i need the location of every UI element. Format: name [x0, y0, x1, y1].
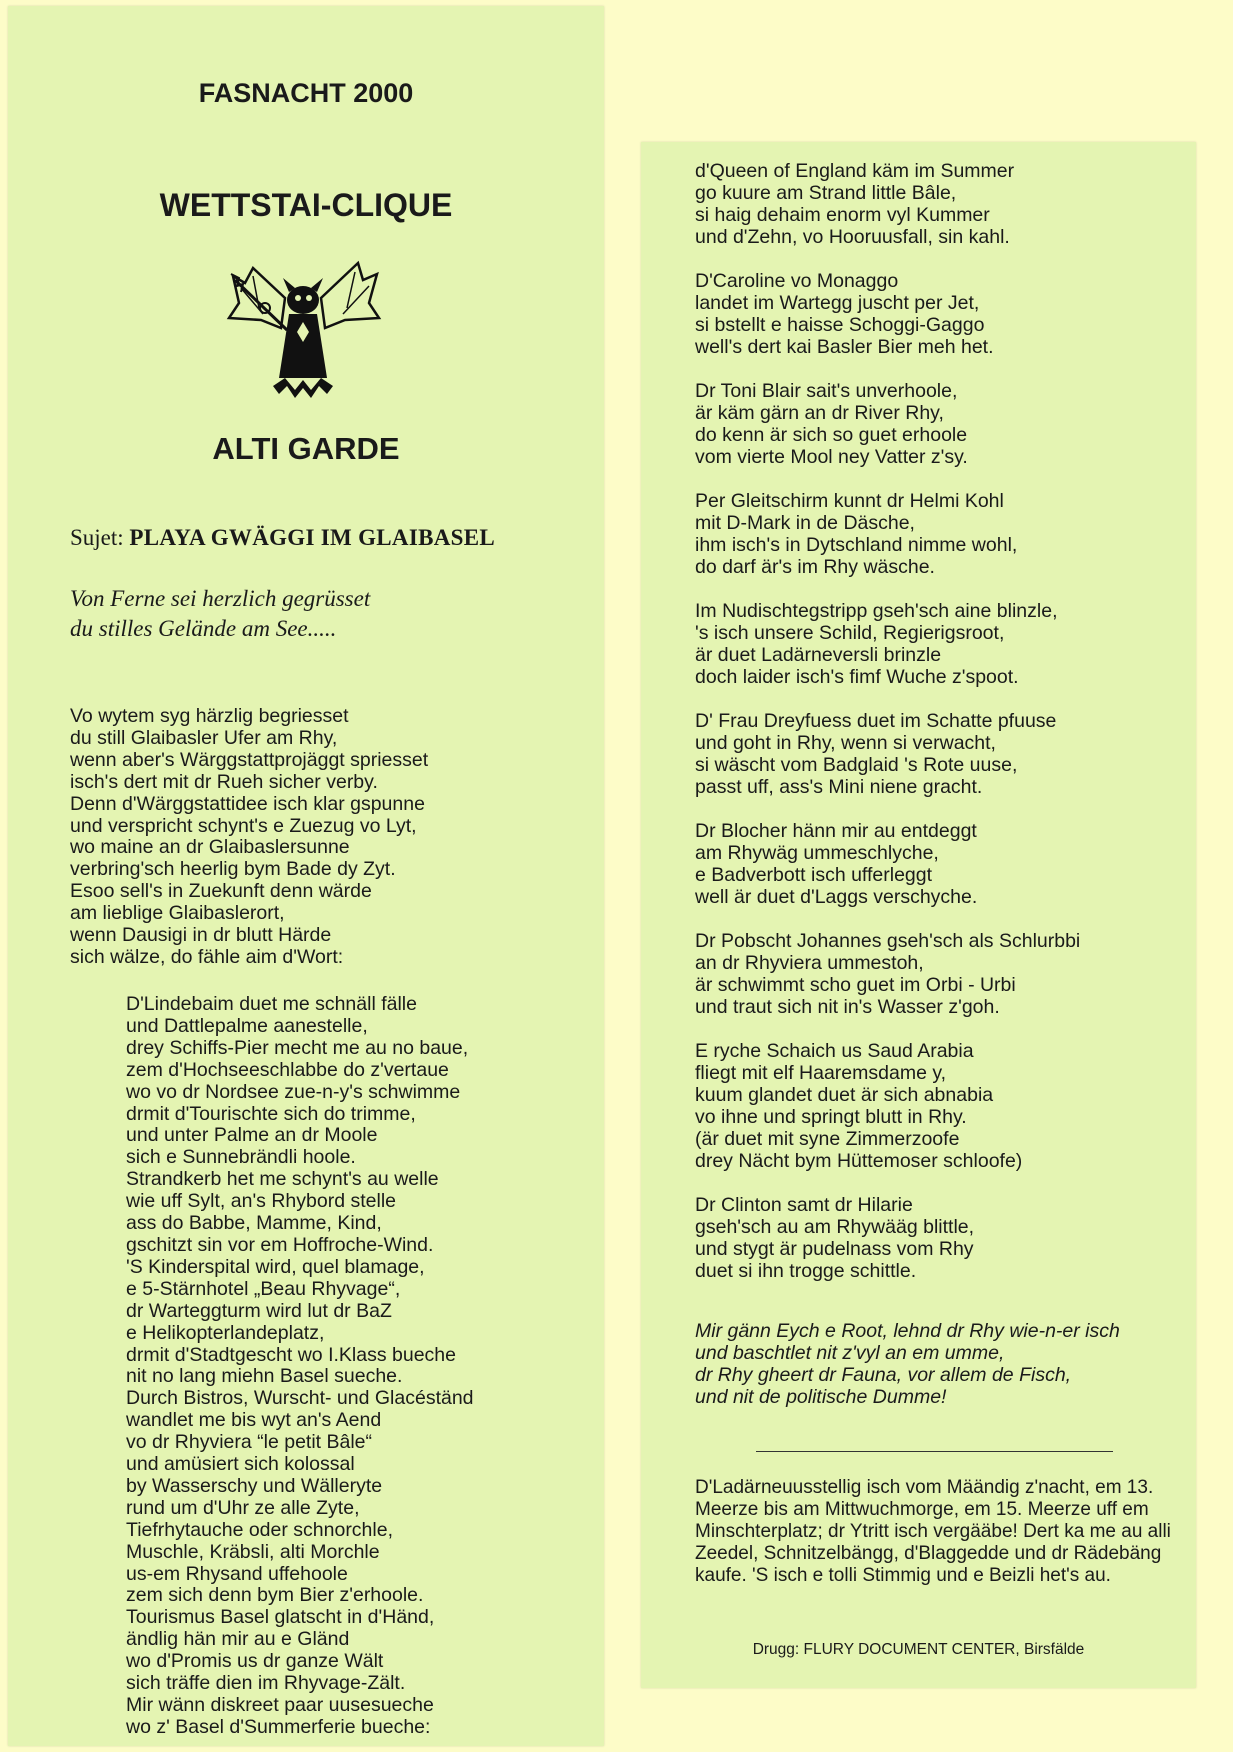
sujet-label: Sujet:	[70, 525, 124, 550]
motto	[70, 584, 370, 644]
verse-main: D'Lindebaim duet me schnäll fälle und Dattlepalme aanestelle, drey Schiffs-Pier mecht me au no baue, zem d'Hochseeschlabbe do z'vertaue wo vo dr Nordsee zue-n-y's schwimme drmit d'Tourischte sich do trimme, und unter Palme an dr Moole sich e Sunnebrändli hoole. Strandkerb het me schynt's au welle wie uff Sylt, an's Rhybord stelle ass do Babbe, Mamme, Kind, gschitzt sin vor em Hoffroche-Wind. 'S Kinderspital wird, quel blamage, e 5-Stärnhotel „Beau Rhyvage“, dr Warteggturm wird lut dr BaZ e Helikopterlandeplatz, drmit d'Stadtgescht wo I.Klass bueche nit no lang miehn Basel sueche. Durch Bistros, Wurscht- und Glacéständ wandlet me bis wyt an's Aend vo dr Rhyviera “le petit Bâle“ und amüsiert sich kolossal by Wasserschy und Wälleryte rund um d'Uhr ze alle Zyte, Tiefrhytauche oder schnorchle, Muschle, Kräbsli, alti Morchle us-em Rhysand uffehoole zem sich denn bym Bier z'erhoole. Tourismus Basel glatscht in d'Händ, ändlig hän mir au e Gländ wo d'Promis us dr ganze Wält sich träffe dien im Rhyvage-Zält. Mir wänn diskreet paar uusesueche wo z' Basel d'Summerferie bueche:	[126, 993, 474, 1738]
stanza: Dr Clinton samt dr Hilarie gseh'sch au am Rhywääg blittle, und stygt är pudelnass vom Rhy duet si ihn trogge schittle.	[695, 1194, 975, 1282]
stanza: Dr Blocher hänn mir au entdeggt am Rhywäg ummeschlyche, e Badverbott isch ufferleggt well är duet d'Laggs verschyche.	[695, 820, 978, 908]
stanza: d'Queen of England käm im Summer go kuure am Strand little Bâle, si haig dehaim enorm vyl Kummer und d'Zehn, vo Hooruusfall, sin kahl.	[695, 160, 1015, 248]
stanza: D'Caroline vo Monaggo landet im Wartegg juscht per Jet, si bstellt e haisse Schoggi-Gaggo well's dert kai Basler Bier meh het.	[695, 270, 994, 358]
motto-line: Von Ferne sei herzlich gegrüsset	[70, 586, 371, 611]
stanza: Dr Pobscht Johannes gseh'sch als Schlurbbi an dr Rhyviera ummestoh, är schwimmt scho guet im Orbi - Urbi und traut sich nit in's Wasser z'goh.	[695, 930, 1081, 1018]
stanza: E ryche Schaich us Saud Arabia fliegt mit elf Haaremsdame y, kuum glandet duet är sich abnabia vo ihne und springt blutt in Rhy. (är duet mit syne Zimmerzoofe drey Nächt bym Hüttemoser schloofe)	[695, 1040, 1023, 1172]
printer-credit: Drugg: FLURY DOCUMENT CENTER, Birsfälde	[752, 1641, 1085, 1658]
verse-intro: Vo wytem syg härzlig begriesset du still Glaibasler Ufer am Rhy, wenn aber's Wärggstattprojäggt spriesset isch's dert mit dr Rueh sicher verby. Denn d'Wärggstattidee isch klar gspunne und verspricht schynt's e Zuezug vo Lyt, wo maine an dr Glaibaslersunne verbring'sch heerlig bym Bade dy Zyt. Esoo sell's in Zuekunft denn wärde am lieblige Glaibaslerort, wenn Dausigi in dr blutt Härde sich wälze, do fähle aim d'Wort:	[70, 705, 429, 968]
divider	[756, 1451, 1113, 1452]
closing-verse: Mir gänn Eych e Root, lehnd dr Rhy wie-n-er isch und baschtlet nit z'vyl an em umme, dr Rhy gheert dr Fauna, vor allem de Fisch, und nit de politische Dumme!	[695, 1320, 1120, 1408]
sujet-line	[70, 525, 495, 551]
stanza: D' Frau Dreyfuess duet im Schatte pfuuse und goht in Rhy, wenn si verwacht, si wäscht vom Badglaid 's Rote uuse, passt uff, ass's Mini niene gracht.	[695, 710, 1057, 798]
stanza: Per Gleitschirm kunnt dr Helmi Kohl mit D-Mark in de Däsche, ihm isch's in Dytschland nimme wohl, do darf är's im Rhy wäsche.	[695, 490, 1018, 578]
group-title: ALTI GARDE	[212, 431, 400, 466]
motto-line: du stilles Gelände am See.....	[70, 616, 337, 641]
event-title: FASNACHT 2000	[198, 78, 414, 108]
stanza: Dr Toni Blair sait's unverhoole, är käm gärn an dr River Rhy, do kenn är sich so guet erhoole vom vierte Mool ney Vatter z'sy.	[695, 380, 968, 468]
left-sheet	[8, 6, 604, 1746]
stanza: Im Nudischtegstripp gseh'sch aine blinzle, 's isch unsere Schild, Regierigsroot, är duet Ladärneversli brinzle doch laider isch's fimf Wuche z'spoot.	[695, 600, 1058, 688]
exhibition-notice: D'Ladärneuusstellig isch vom Määndig z'nacht, em 13. Meerze bis am Mittwuchmorge, em 15. Meerze uff em Minschterplatz; dr Ytritt isch vergääbe! Dert ka me au alli Zeedel, Schnitzelbängg, d'Blaggedde und dr Rädebäng kaufe. 'S isch e tolli Stimmig und e Beizli het's au.	[695, 1477, 1171, 1586]
clique-title: WETTSTAI-CLIQUE	[159, 187, 453, 223]
clique-emblem-icon	[223, 258, 383, 408]
sujet-title: PLAYA GWÄGGI IM GLAIBASEL	[129, 525, 496, 550]
right-sheet	[641, 142, 1196, 1688]
